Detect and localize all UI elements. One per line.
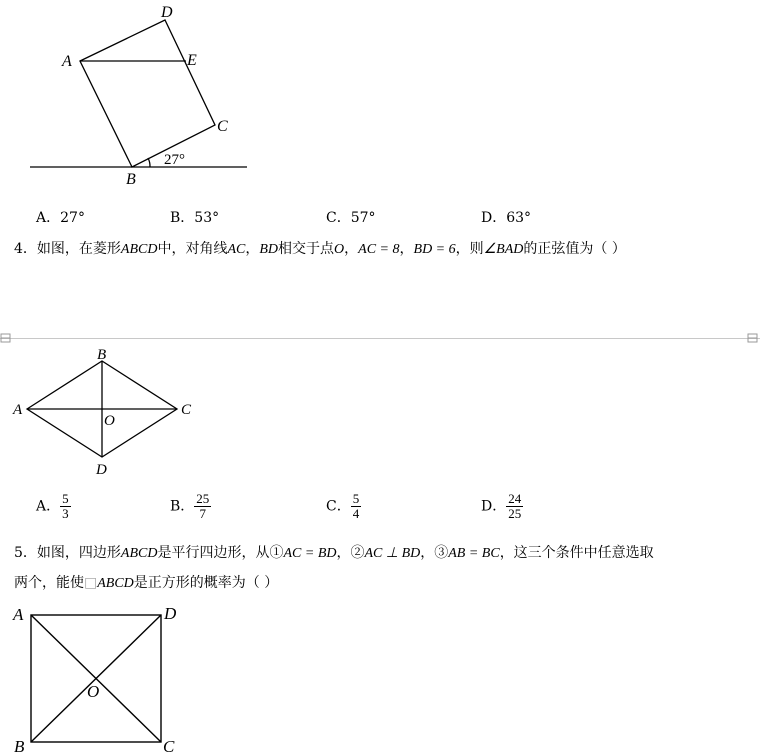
label-c: C: [163, 737, 175, 754]
page-break-marker-right: [746, 332, 758, 344]
figure-1-square-on-line: [20, 0, 260, 190]
q3-option-d[interactable]: D．63°: [481, 210, 532, 226]
label-c: C: [181, 402, 192, 418]
q4-option-c[interactable]: C． $\frac{5}{4}$: [326, 491, 360, 521]
label-o: O: [87, 682, 100, 701]
square-abcd: [80, 20, 215, 167]
figure-3-square-diagonals: [6, 600, 196, 754]
label-d: D: [96, 462, 107, 478]
q3-option-c[interactable]: C．57°: [326, 210, 376, 226]
question-5-line-2: 两个，能使□ABCD是正方形的概率为（ ）: [14, 575, 279, 591]
label-a: A: [62, 53, 72, 70]
label-b: B: [14, 737, 25, 754]
figure-2-rhombus: [10, 345, 200, 480]
q4-option-d[interactable]: D． $\frac{24}{25}$: [481, 491, 522, 521]
label-d: D: [161, 4, 173, 21]
q3-option-b[interactable]: B．53°: [170, 210, 220, 226]
label-b: B: [97, 347, 107, 363]
page-break-marker-left: [0, 332, 12, 344]
q4-option-a[interactable]: A． $\frac{5}{3}$: [36, 491, 69, 521]
label-b: B: [126, 171, 136, 188]
page-break-divider: [0, 338, 760, 339]
label-d: D: [164, 604, 177, 623]
question-4-text: 4．如图，在菱形ABCD中，对角线AC，BD相交于点O，AC = 8，BD = 6，则∠BAD的正弦值为（ ）: [14, 241, 626, 257]
q3-option-a[interactable]: A．27°: [36, 210, 85, 226]
parallelogram-symbol: □: [84, 575, 98, 591]
question-5-line-1: 5．如图，四边形ABCD是平行四边形，从①AC = BD，②AC ⊥ BD，③AB = BC，这三个条件中任意选取: [14, 545, 654, 561]
angle-arc: [148, 158, 150, 167]
q4-option-b[interactable]: B． $\frac{25}{7}$: [170, 491, 210, 521]
label-c: C: [217, 118, 228, 135]
angle-27-label: 27°: [164, 152, 185, 168]
label-o: O: [104, 413, 115, 429]
label-a: A: [13, 605, 24, 624]
label-e: E: [187, 52, 197, 69]
label-a: A: [13, 402, 23, 418]
